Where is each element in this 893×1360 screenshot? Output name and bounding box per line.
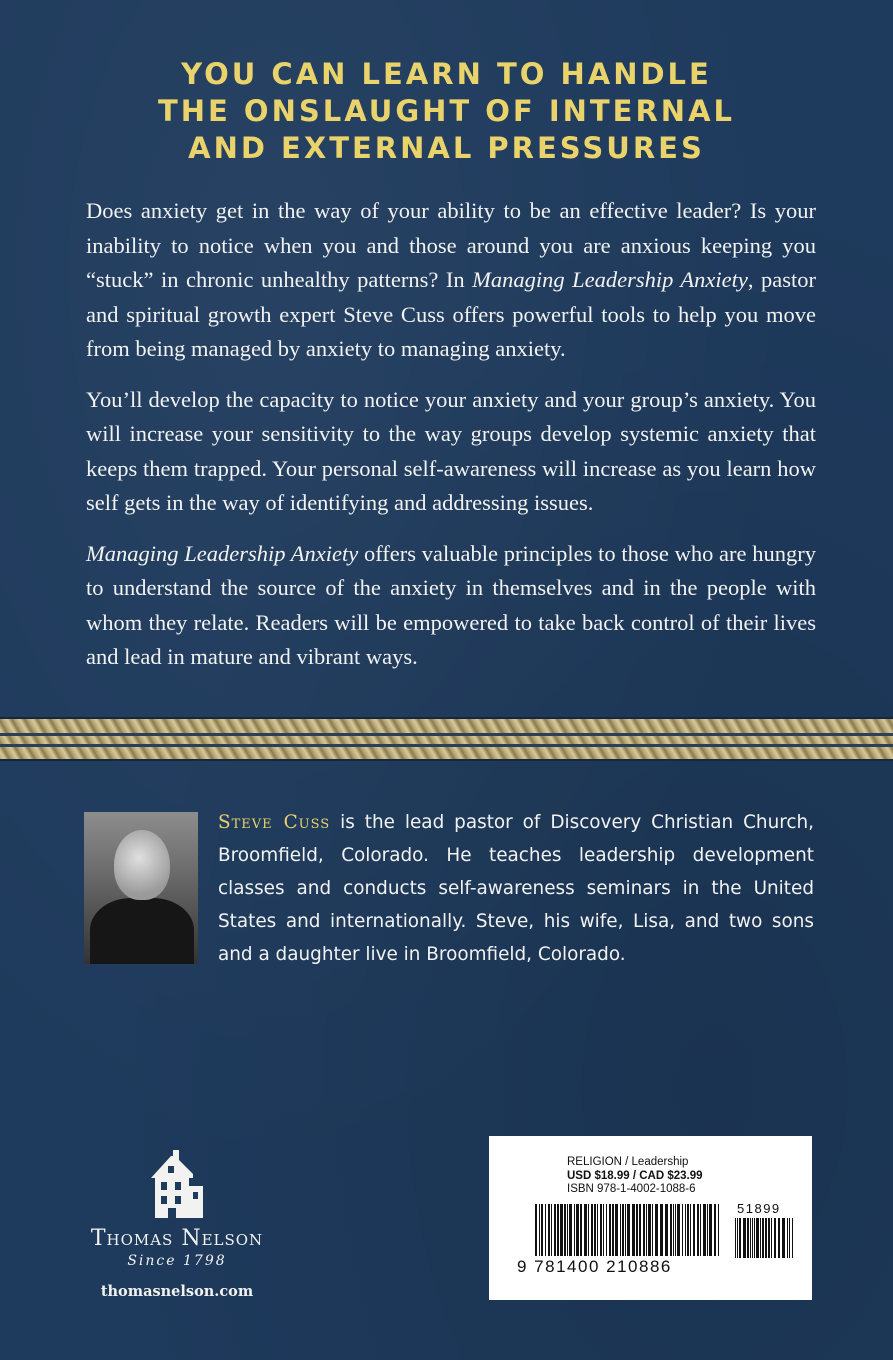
- barcode-bar: [690, 1204, 691, 1256]
- barcode-bar: [685, 1204, 686, 1256]
- book-isbn: ISBN 978-1-4002-1088-6: [567, 1183, 696, 1195]
- barcode-bar: [693, 1204, 695, 1256]
- description-paragraph-2: You’ll develop the capacity to notice your anxiety and your group’s anxiety. You will increase your sensitivity to the way groups develop systemic anxiety that keeps them trapped. Your personal self-awareness will increase as you learn how self gets in the way of identifying and addressing issues.: [86, 386, 816, 515]
- author-photo-face: [114, 830, 170, 900]
- p3-text: offers valuable principles to those who are hungry to understand the source of the anxiety in themselves and in the people with whom they relate. Readers will be empowered to take back control of their lives and lead in mature and vibrant ways.: [86, 540, 816, 669]
- author-photo: [84, 812, 198, 964]
- barcode-bar: [554, 1204, 556, 1256]
- barcode-bar: [569, 1204, 572, 1256]
- barcode-bar: [603, 1204, 604, 1256]
- barcode-bar: [682, 1204, 683, 1256]
- barcode-info: [567, 1156, 703, 1197]
- barcode-bar: [652, 1204, 653, 1256]
- house-icon: [149, 1148, 205, 1220]
- barcode-bar: [703, 1204, 706, 1256]
- barcode-addon-bar: [768, 1218, 770, 1258]
- author-bio-text: is the lead pastor of Discovery Christian Church, Broomfield, Colorado. He teaches leadership development classes and conducts self-awareness seminars in the United States and internationally. Steve, his wife, Lisa, and two sons and a daughter live in Broomfield, Colorado.: [218, 812, 814, 965]
- book-category: RELIGION / Leadership: [567, 1156, 689, 1168]
- author-photo-shirt: [90, 898, 194, 964]
- barcode-bar: [580, 1204, 582, 1256]
- barcode-addon-bar: [752, 1218, 753, 1258]
- author-bio: [218, 806, 814, 971]
- barcode-bar: [609, 1204, 611, 1256]
- publisher-name: Thomas Nelson: [90, 1226, 264, 1251]
- barcode-bar: [606, 1204, 607, 1256]
- description-paragraph-3: [86, 537, 816, 675]
- headline: [0, 56, 893, 167]
- barcode-bar: [632, 1204, 635, 1256]
- book-description: [86, 194, 816, 691]
- barcode-addon-bar: [774, 1218, 776, 1258]
- barcode-bar: [548, 1204, 550, 1256]
- publisher-url: thomasnelson.com: [100, 1283, 254, 1300]
- headline-line-1: YOU CAN LEARN TO HANDLE: [181, 57, 712, 91]
- barcode-bar: [551, 1204, 552, 1256]
- barcode-addon-bar: [789, 1218, 790, 1258]
- publisher-logo: [80, 1148, 274, 1269]
- barcode-bar: [594, 1204, 596, 1256]
- headline-line-2: THE ONSLAUGHT OF INTERNAL: [157, 94, 736, 128]
- barcode-bar: [677, 1204, 680, 1256]
- barcode-bar: [535, 1204, 537, 1256]
- barcode-bar: [665, 1204, 668, 1256]
- barcode-bar: [574, 1204, 575, 1256]
- barcode-bar: [584, 1204, 587, 1256]
- barcode-addon: 51899: [737, 1201, 781, 1216]
- barcode-bar: [718, 1204, 719, 1256]
- barcode-bar: [564, 1204, 566, 1256]
- barcode-bar: [612, 1204, 614, 1256]
- barcode-bar: [655, 1204, 658, 1256]
- barcode-bar: [714, 1204, 716, 1256]
- barcode-bar: [620, 1204, 621, 1256]
- barcode-bar: [660, 1204, 663, 1256]
- barcode-addon-bar: [735, 1218, 736, 1258]
- barcode-bar: [539, 1204, 540, 1256]
- barcode-addon-bar: [778, 1218, 780, 1258]
- barcode-bar: [557, 1204, 559, 1256]
- barcode-bar: [673, 1204, 674, 1256]
- barcode-bar: [541, 1204, 543, 1256]
- barcode-bar: [627, 1204, 630, 1256]
- rope-divider: [0, 717, 893, 761]
- barcode-bar: [615, 1204, 618, 1256]
- barcode-addon-bar: [739, 1218, 741, 1258]
- book-price: USD $18.99 / CAD $23.99: [567, 1169, 703, 1182]
- barcode-bar: [600, 1204, 602, 1256]
- p1-text-a: Does anxiety get in the way of your ability to be an effective leader? Is your inability to notice when you and those around you are anxious keeping you “stuck” in chronic unhealthy patterns? In: [86, 198, 816, 292]
- barcode-addon-bar: [765, 1218, 767, 1258]
- barcode-bar: [591, 1204, 593, 1256]
- barcode-addon-bar: [747, 1218, 749, 1258]
- p1-book-title: Managing Leadership Anxiety: [472, 267, 748, 292]
- barcode-bar: [700, 1204, 701, 1256]
- barcode-addon-bar: [756, 1218, 759, 1258]
- barcode-addon-bar: [743, 1218, 746, 1258]
- barcode-bar: [545, 1204, 546, 1256]
- barcode-bar: [697, 1204, 699, 1256]
- barcode-bar: [636, 1204, 638, 1256]
- barcode-bar: [709, 1204, 712, 1256]
- barcode-bar: [670, 1204, 672, 1256]
- barcode-addon-bar: [771, 1218, 772, 1258]
- barcode-bar: [567, 1204, 568, 1256]
- barcode-bar: [560, 1204, 563, 1256]
- barcode-bar: [622, 1204, 624, 1256]
- barcode-addon-bar: [760, 1218, 761, 1258]
- barcode-bar: [576, 1204, 579, 1256]
- barcode-addon-bar: [737, 1218, 738, 1258]
- p3-book-title: Managing Leadership Anxiety: [86, 540, 359, 566]
- barcode-bar: [648, 1204, 651, 1256]
- barcode-bar: [639, 1204, 641, 1256]
- barcode-bar: [687, 1204, 689, 1256]
- barcode-bar: [625, 1204, 626, 1256]
- barcode-bar: [643, 1204, 645, 1256]
- headline-line-3: AND EXTERNAL PRESSURES: [188, 131, 705, 165]
- barcode-box: [489, 1136, 812, 1300]
- barcode-addon-bar: [754, 1218, 755, 1258]
- barcode-addon-bar: [792, 1218, 793, 1258]
- barcode-bar: [597, 1204, 598, 1256]
- barcode-addon-bar: [750, 1218, 751, 1258]
- description-paragraph-1: [86, 194, 816, 367]
- barcode-bar: [675, 1204, 676, 1256]
- barcode-bar: [646, 1204, 647, 1256]
- p1-text-b: , pastor and spiritual growth expert Steve Cuss offers powerful tools to help you move from being managed by anxiety to managing anxiety.: [86, 267, 816, 361]
- barcode-addon-bar: [787, 1218, 788, 1258]
- barcode-bar: [588, 1204, 589, 1256]
- barcode-addon-bar: [762, 1218, 764, 1258]
- barcode-digits: 9 781400 210886: [517, 1257, 672, 1276]
- publisher-since: Since 1798: [127, 1253, 227, 1269]
- barcode-addon-bar: [782, 1218, 785, 1258]
- author-name: Steve Cuss: [218, 812, 331, 833]
- barcode-bar: [707, 1204, 708, 1256]
